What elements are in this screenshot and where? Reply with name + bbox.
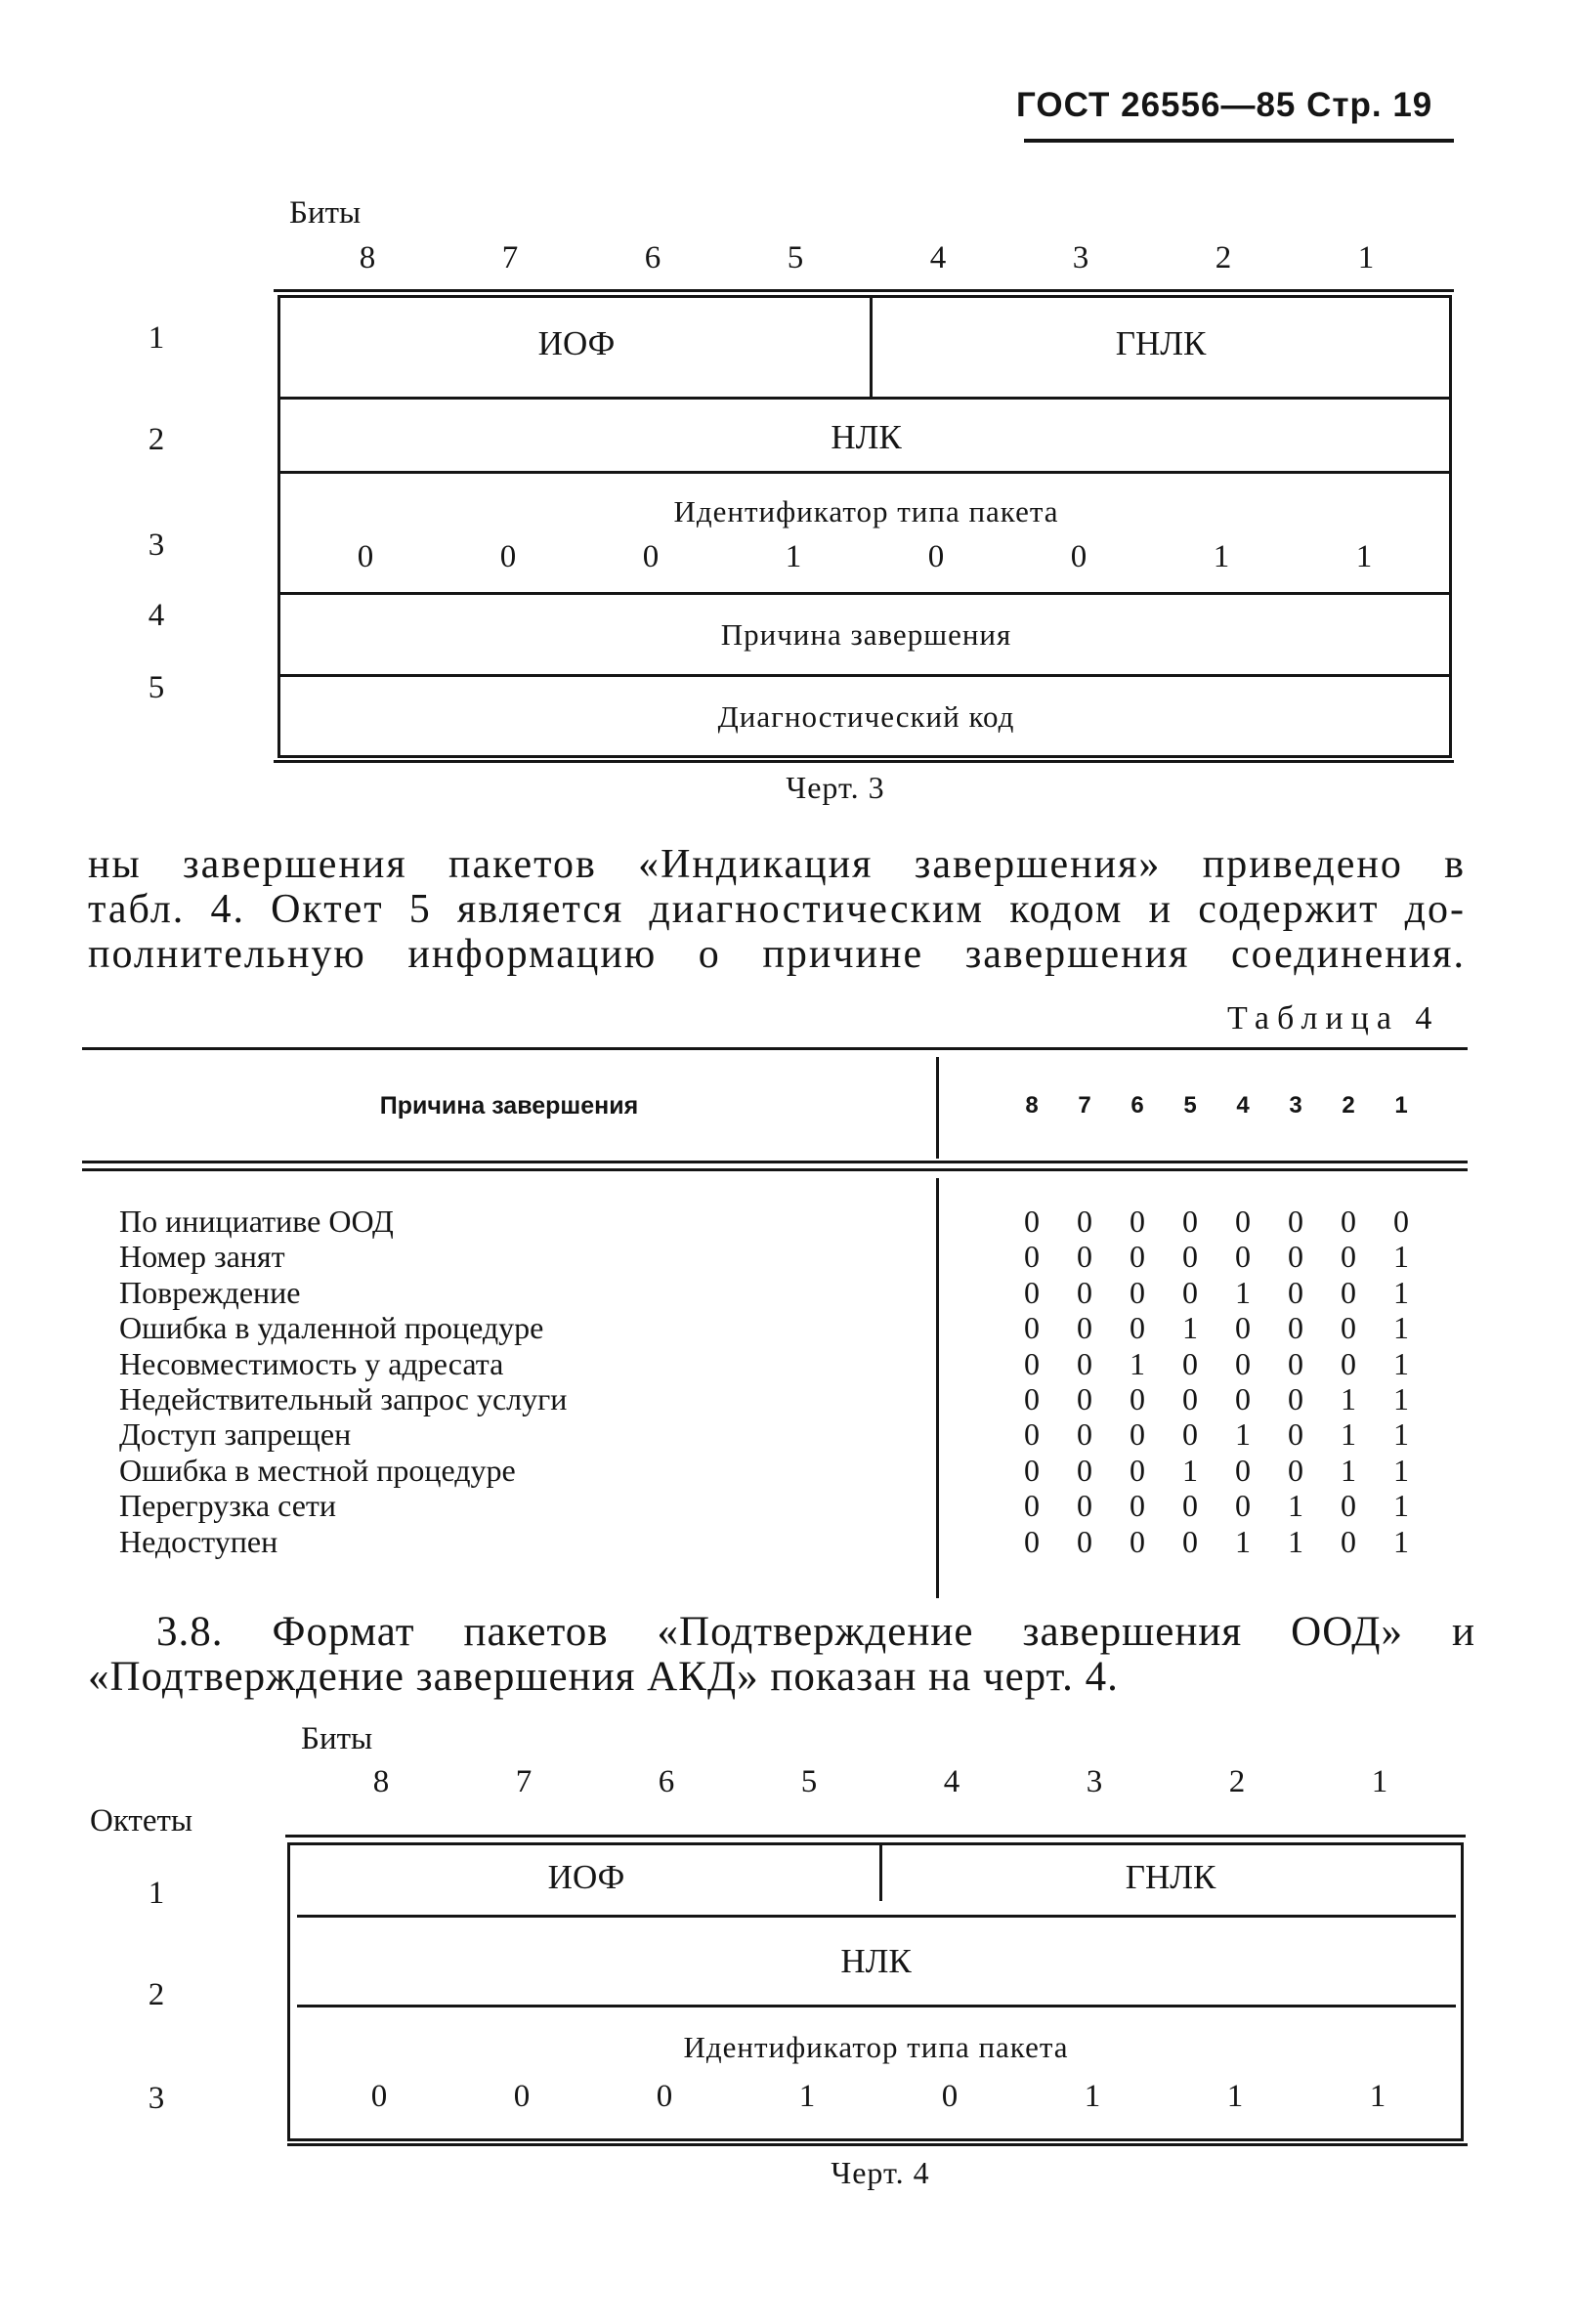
- frame-bottom-rule: [287, 2143, 1468, 2146]
- field-diagnostic-code: Диагностический код: [717, 699, 1015, 734]
- bit-value: 0: [1341, 1239, 1356, 1275]
- table-row-label: Недоступен: [119, 1523, 278, 1559]
- bit-header: 3: [1289, 1092, 1302, 1119]
- bit-value: 0: [1393, 1204, 1409, 1239]
- bits-label: Биты: [289, 195, 362, 231]
- bit-value: 0: [1288, 1274, 1303, 1310]
- page-header: ГОСТ 26556—85 Стр. 19: [1016, 86, 1433, 124]
- bit-header: 2: [1342, 1092, 1355, 1119]
- bit-number: 5: [787, 240, 804, 275]
- section-line: 3.8. Формат пакетов «Подтверждение завершения ООД» и: [156, 1609, 1475, 1655]
- bit-value: 0: [1130, 1239, 1145, 1275]
- field-iof: ИОФ: [537, 324, 616, 362]
- bit-value: 0: [1130, 1274, 1145, 1310]
- bit-value: 1: [1288, 1523, 1303, 1559]
- bit-number: 2: [1228, 1764, 1246, 1799]
- octet-number: 1: [148, 320, 165, 356]
- bit-value: 1: [1182, 1452, 1198, 1488]
- bit-value: 0: [1341, 1345, 1356, 1381]
- octets-label: Октеты: [90, 1803, 193, 1838]
- bit-value: 0: [1341, 1523, 1356, 1559]
- table-row-label: Номер занят: [119, 1239, 285, 1275]
- section-line: «Подтверждение завершения АКД» показан на черт. 4.: [88, 1654, 1119, 1700]
- bit-value: 0: [1024, 1452, 1040, 1488]
- field-packet-type: Идентификатор типа пакета: [673, 494, 1059, 528]
- bit-value: 0: [1235, 1239, 1251, 1275]
- bit-value: 0: [1182, 1239, 1198, 1275]
- bit-value: 0: [1235, 1452, 1251, 1488]
- octet-number: 2: [148, 422, 165, 457]
- packet-type-bit: 1: [1084, 2079, 1101, 2114]
- bit-value: 0: [1341, 1310, 1356, 1346]
- bit-value: 0: [1077, 1381, 1092, 1417]
- packet-type-bit: 0: [656, 2079, 673, 2114]
- bit-value: 0: [1077, 1274, 1092, 1310]
- bit-value: 0: [1024, 1488, 1040, 1524]
- bit-value: 1: [1235, 1416, 1251, 1453]
- table-row-label: Повреждение: [119, 1274, 301, 1310]
- bit-value: 0: [1130, 1416, 1145, 1453]
- bit-value: 1: [1393, 1381, 1409, 1417]
- field-nlk: НЛК: [840, 1942, 912, 1980]
- paragraph-line: ны завершения пакетов «Индикация завершения» приведено в: [88, 842, 1466, 887]
- bit-value: 1: [1235, 1523, 1251, 1559]
- bit-value: 0: [1130, 1381, 1145, 1417]
- bit-header: 6: [1130, 1092, 1144, 1119]
- bit-value: 0: [1024, 1239, 1040, 1275]
- bit-value: 1: [1288, 1488, 1303, 1524]
- field-gnlk: ГНЛК: [1115, 324, 1207, 362]
- bit-number: 8: [359, 240, 376, 275]
- bits-label: Биты: [301, 1721, 373, 1756]
- bit-value: 0: [1077, 1345, 1092, 1381]
- bit-value: 1: [1393, 1452, 1409, 1488]
- bit-value: 0: [1288, 1310, 1303, 1346]
- bit-value: 0: [1077, 1204, 1092, 1239]
- bit-value: 1: [1182, 1310, 1198, 1346]
- bit-value: 1: [1393, 1488, 1409, 1524]
- bit-header: 5: [1183, 1092, 1197, 1119]
- bit-value: 0: [1235, 1345, 1251, 1381]
- packet-type-bit: 0: [1070, 539, 1088, 574]
- packet-type-bit: 0: [370, 2079, 388, 2114]
- bit-value: 0: [1288, 1452, 1303, 1488]
- row-divider: [297, 2005, 1456, 2007]
- bit-value: 1: [1341, 1381, 1356, 1417]
- octet-number: 1: [148, 1876, 165, 1911]
- bit-value: 0: [1024, 1381, 1040, 1417]
- bit-number: 8: [372, 1764, 390, 1799]
- bit-value: 1: [1130, 1345, 1145, 1381]
- bit-value: 0: [1024, 1274, 1040, 1310]
- table-row-label: Ошибка в удаленной процедуре: [119, 1310, 544, 1346]
- bit-value: 0: [1288, 1416, 1303, 1453]
- bit-number: 4: [929, 240, 947, 275]
- packet-type-bit: 0: [642, 539, 660, 574]
- bit-value: 0: [1288, 1345, 1303, 1381]
- bit-value: 1: [1393, 1310, 1409, 1346]
- field-cause: Причина завершения: [720, 617, 1012, 652]
- bit-value: 0: [1341, 1204, 1356, 1239]
- bit-value: 1: [1393, 1274, 1409, 1310]
- octet-number: 4: [148, 598, 165, 633]
- bit-value: 0: [1235, 1381, 1251, 1417]
- bit-value: 0: [1130, 1523, 1145, 1559]
- bit-value: 0: [1130, 1452, 1145, 1488]
- packet-type-bit: 1: [1213, 539, 1230, 574]
- bit-number: 7: [501, 240, 519, 275]
- paragraph-line: полнительную информацию о причине завершения соединения.: [88, 932, 1466, 977]
- bit-value: 0: [1182, 1274, 1198, 1310]
- bit-header: 7: [1078, 1092, 1091, 1119]
- table-row-label: Перегрузка сети: [119, 1488, 337, 1524]
- bit-value: 1: [1393, 1416, 1409, 1453]
- bit-header: 4: [1236, 1092, 1250, 1119]
- bit-value: 0: [1024, 1204, 1040, 1239]
- frame-top-rule: [285, 1835, 1466, 1838]
- bit-value: 0: [1130, 1310, 1145, 1346]
- bit-value: 0: [1341, 1274, 1356, 1310]
- bit-value: 0: [1235, 1310, 1251, 1346]
- bit-value: 0: [1288, 1204, 1303, 1239]
- bit-value: 0: [1235, 1204, 1251, 1239]
- bit-value: 1: [1393, 1239, 1409, 1275]
- figure-caption: Черт. 4: [831, 2155, 930, 2190]
- bit-value: 0: [1288, 1239, 1303, 1275]
- bit-value: 0: [1182, 1204, 1198, 1239]
- bit-value: 0: [1077, 1416, 1092, 1453]
- bit-number: 5: [800, 1764, 818, 1799]
- bit-value: 0: [1024, 1345, 1040, 1381]
- bit-value: 0: [1130, 1204, 1145, 1239]
- packet-type-bit: 1: [785, 539, 802, 574]
- packet-type-bit: 0: [927, 539, 945, 574]
- bit-value: 0: [1077, 1239, 1092, 1275]
- packet-type-bit: 0: [513, 2079, 531, 2114]
- bit-value: 1: [1235, 1274, 1251, 1310]
- table-row-label: Недействительный запрос услуги: [119, 1381, 568, 1417]
- bit-value: 1: [1341, 1452, 1356, 1488]
- bit-value: 0: [1077, 1523, 1092, 1559]
- bit-value: 0: [1288, 1381, 1303, 1417]
- field-packet-type: Идентификатор типа пакета: [683, 2030, 1069, 2064]
- figure-caption: Черт. 3: [786, 770, 885, 805]
- table-title: Таблица 4: [1227, 1000, 1440, 1036]
- bit-value: 1: [1393, 1523, 1409, 1559]
- table-row-label: Несовместимость у адресата: [119, 1345, 504, 1381]
- bit-value: 0: [1024, 1310, 1040, 1346]
- bit-value: 1: [1341, 1416, 1356, 1453]
- bit-number: 1: [1357, 240, 1375, 275]
- bit-value: 1: [1393, 1345, 1409, 1381]
- row-divider: [297, 1915, 1456, 1918]
- packet-type-bit: 1: [1369, 2079, 1386, 2114]
- column-header-cause: Причина завершения: [379, 1092, 639, 1120]
- octet-number: 5: [148, 670, 165, 705]
- field-nlk: НЛК: [831, 418, 902, 456]
- bit-header: 8: [1025, 1092, 1039, 1119]
- bit-number: 3: [1086, 1764, 1103, 1799]
- bit-number: 7: [515, 1764, 533, 1799]
- bit-header: 1: [1394, 1092, 1408, 1119]
- bit-value: 0: [1077, 1310, 1092, 1346]
- bit-value: 0: [1182, 1416, 1198, 1453]
- paragraph-line: табл. 4. Октет 5 является диагностическим кодом и содержит до-: [88, 887, 1466, 932]
- field-gnlk: ГНЛК: [1125, 1858, 1216, 1896]
- packet-type-bit: 0: [357, 539, 374, 574]
- bit-value: 0: [1182, 1381, 1198, 1417]
- packet-type-bit: 1: [1226, 2079, 1244, 2114]
- bit-value: 0: [1024, 1523, 1040, 1559]
- bit-value: 0: [1077, 1452, 1092, 1488]
- table-row-label: Доступ запрещен: [119, 1416, 352, 1453]
- octet-number: 3: [148, 528, 165, 563]
- bit-number: 4: [943, 1764, 960, 1799]
- bit-value: 0: [1077, 1488, 1092, 1524]
- bit-number: 6: [658, 1764, 675, 1799]
- packet-type-bit: 1: [1355, 539, 1373, 574]
- bit-value: 0: [1182, 1523, 1198, 1559]
- octet-number: 2: [148, 1977, 165, 2012]
- table-row-label: По инициативе ООД: [119, 1204, 394, 1239]
- bit-number: 2: [1215, 240, 1232, 275]
- bit-number: 1: [1371, 1764, 1388, 1799]
- octet-number: 3: [148, 2081, 165, 2116]
- field-iof: ИОФ: [547, 1858, 625, 1896]
- bit-number: 3: [1072, 240, 1089, 275]
- packet-type-bit: 0: [941, 2079, 959, 2114]
- packet-type-bit: 0: [499, 539, 517, 574]
- bit-value: 0: [1182, 1488, 1198, 1524]
- packet-type-bit: 1: [798, 2079, 816, 2114]
- bit-number: 6: [644, 240, 661, 275]
- bit-value: 0: [1024, 1416, 1040, 1453]
- bit-value: 0: [1182, 1345, 1198, 1381]
- table-row-label: Ошибка в местной процедуре: [119, 1452, 516, 1488]
- bit-value: 0: [1235, 1488, 1251, 1524]
- bit-value: 0: [1341, 1488, 1356, 1524]
- bit-value: 0: [1130, 1488, 1145, 1524]
